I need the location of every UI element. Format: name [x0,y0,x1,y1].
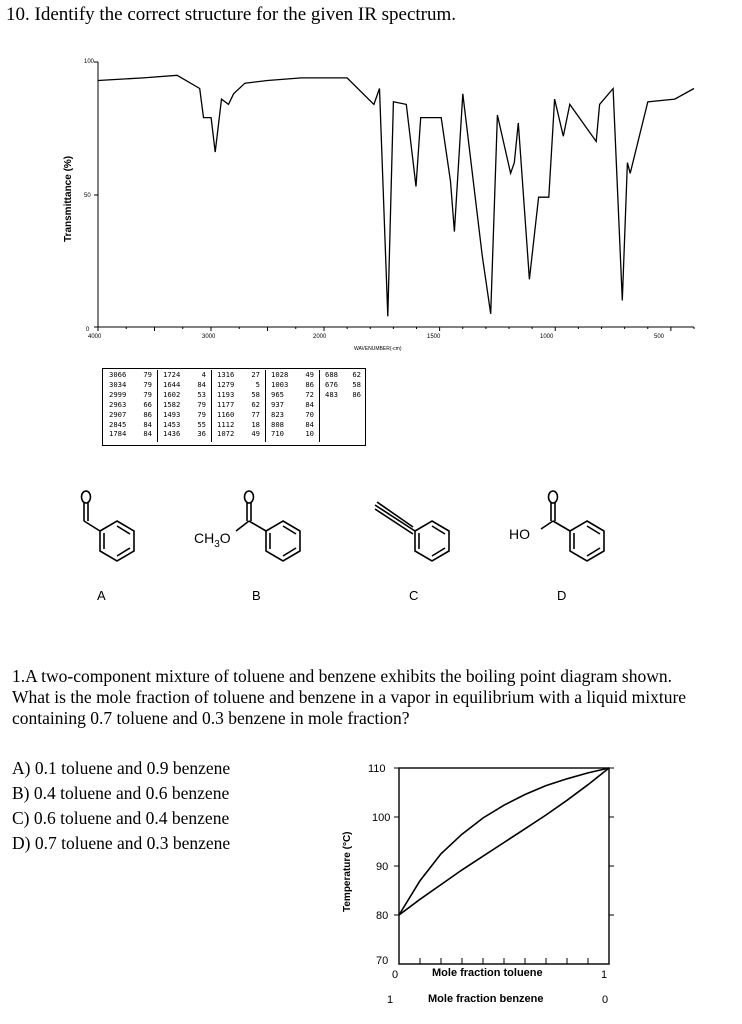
peak-wavenumber: 823 [271,409,284,419]
peak-wavenumber: 1453 [163,419,181,429]
peak-intensity: 5 [255,379,260,389]
peak-wavenumber: 1724 [163,370,181,379]
peak-table-column [319,370,366,442]
peak-table-column [157,370,211,442]
peak-table-row [325,370,361,380]
peak-intensity: 58 [352,379,361,389]
peak-wavenumber: 710 [271,429,284,439]
peak-table-row [163,429,206,439]
peak-intensity: 36 [197,429,206,439]
peak-intensity: 53 [197,389,206,399]
peak-wavenumber: 2907 [109,409,127,419]
option-a[interactable]: A) 0.1 toluene and 0.9 benzene [12,758,231,778]
peak-wavenumber: 3066 [109,370,127,379]
peak-intensity: 49 [251,429,260,439]
question-1-line-2: What is the mole fraction of toluene and benzene in a vapor in equilibrium with a liquid mixture [12,687,687,707]
peak-intensity: 18 [251,419,260,429]
peak-table-column [104,370,157,442]
ir-spectrum-line [98,75,694,316]
peak-intensity: 84 [197,379,206,389]
structure-d-benzene-ring [570,521,604,561]
peak-intensity: 55 [197,419,206,429]
ir-x-tick-500: 500 [654,334,665,340]
peak-wavenumber: 3034 [109,379,127,389]
peak-table-row [325,380,361,390]
peak-table-row [109,380,152,390]
peak-intensity: 79 [197,409,206,419]
peak-intensity: 79 [143,370,152,379]
ir-x-axis-label: WAVENUMBER(-cm) [354,346,402,352]
peak-table-row [109,429,152,439]
peak-table-row [217,429,260,439]
peak-table-row [271,410,314,420]
bp-x-label-toluene: Mole fraction toluene [432,967,543,979]
peak-table-column [265,370,319,442]
ir-y-tick-0: 0 [86,327,90,333]
peak-intensity: 84 [305,399,314,409]
question-10-title: 10. Identify the correct structure for the given IR spectrum. [6,4,457,25]
peak-intensity: 27 [251,370,260,379]
peak-wavenumber: 1028 [271,370,289,379]
peak-intensity: 4 [201,370,206,379]
bp-liquid-curve [399,768,609,915]
peak-wavenumber: 688 [325,370,338,379]
peak-intensity: 72 [305,389,314,399]
question-1-text [12,666,686,729]
bp-y-tick-110: 110 [368,763,386,775]
peak-wavenumber: 2963 [109,399,127,409]
bp-y-tick-90: 90 [376,861,389,873]
peak-wavenumber: 1644 [163,379,181,389]
peak-wavenumber: 1582 [163,399,181,409]
ir-x-tick-3000: 3000 [202,334,216,340]
peak-table-row [271,429,314,439]
structure-c [375,502,449,561]
peak-intensity: 62 [352,370,361,379]
question-1-line-1: 1.A two-component mixture of toluene and benzene exhibits the boiling point diagram shown. [12,666,673,686]
bp-y-tick-70: 70 [376,955,389,967]
peak-table-row [163,410,206,420]
peak-table-row [271,400,314,410]
peak-table-row [163,380,206,390]
peak-intensity: 77 [251,409,260,419]
peak-table [104,370,366,442]
peak-intensity: 84 [305,419,314,429]
peak-wavenumber: 1493 [163,409,181,419]
peak-wavenumber: 676 [325,379,338,389]
peak-intensity: 86 [143,409,152,419]
structure-d-label: D [557,588,567,603]
peak-intensity: 66 [143,399,152,409]
peak-table-row [325,390,361,400]
peak-wavenumber: 1279 [217,379,235,389]
peak-wavenumber: 2999 [109,389,127,399]
peak-wavenumber: 1003 [271,379,289,389]
structure-c-benzene-ring [415,521,449,561]
structure-b [236,491,300,561]
bp-x-label-benzene: Mole fraction benzene [428,993,544,1005]
peak-table-row [217,390,260,400]
boiling-point-diagram [330,750,630,1020]
ir-x-tick-1000: 1000 [540,334,554,340]
peak-wavenumber: 1072 [217,429,235,439]
structure-a-label: A [97,588,106,603]
peak-wavenumber: 2845 [109,419,127,429]
peak-table-row [163,420,206,430]
peak-table-row [109,370,152,380]
structure-a [82,491,135,561]
structure-options [0,485,742,610]
peak-wavenumber: 483 [325,389,338,399]
bp-vapor-curve [399,768,609,915]
peak-intensity: 84 [143,429,152,439]
peak-table-row [109,420,152,430]
structure-a-benzene-ring [100,521,134,561]
peak-wavenumber: 1177 [217,399,235,409]
peak-table-row [271,390,314,400]
peak-table-row [109,400,152,410]
ir-y-axis-label: Transmittance (%) [63,155,74,242]
peak-intensity: 79 [143,379,152,389]
peak-table-row [217,410,260,420]
peak-table-row [109,390,152,400]
structure-d-substituent: HO [509,526,530,542]
peak-table-row [163,370,206,380]
peak-intensity: 79 [143,389,152,399]
peak-intensity: 84 [143,419,152,429]
peak-wavenumber: 1602 [163,389,181,399]
bp-x-top-right: 1 [601,969,608,981]
ir-x-tick-2000: 2000 [313,334,327,340]
structure-d [541,491,604,561]
peak-intensity: 86 [305,379,314,389]
question-1-line-3: containing 0.7 toluene and 0.3 benzene in mole fraction? [12,708,410,728]
peak-table-row [217,370,260,380]
peak-table-row [271,380,314,390]
bp-y-axis-label: Temperature (°C) [342,831,353,912]
option-d[interactable]: D) 0.7 toluene and 0.3 benzene [12,833,231,853]
peak-intensity: 49 [305,370,314,379]
peak-intensity: 70 [305,409,314,419]
ir-x-tick-4000: 4000 [88,334,102,340]
peak-wavenumber: 808 [271,419,284,429]
bp-y-tick-80: 80 [376,910,389,922]
peak-table-row [109,410,152,420]
structure-c-label: C [409,588,419,603]
bp-y-tick-100: 100 [372,812,391,824]
peak-intensity: 62 [251,399,260,409]
peak-wavenumber: 1436 [163,429,181,439]
ir-spectrum-chart [0,40,742,365]
bp-x-bottom-left: 1 [387,994,394,1006]
structure-b-benzene-ring [266,521,300,561]
peak-intensity: 58 [251,389,260,399]
peak-table-row [217,380,260,390]
bp-x-top-left: 0 [392,969,399,981]
peak-table-row [163,390,206,400]
peak-table-row [217,420,260,430]
structure-b-substituent: $CH_3O$ [194,530,231,550]
peak-wavenumber: 1193 [217,389,235,399]
bp-x-bottom-right: 0 [602,994,609,1006]
peak-wavenumber: 1316 [217,370,235,379]
peak-table-row [271,370,314,380]
peak-wavenumber: 1784 [109,429,127,439]
peak-intensity: 10 [305,429,314,439]
ir-y-tick-100: 100 [84,59,95,65]
peak-wavenumber: 937 [271,399,284,409]
option-b[interactable]: B) 0.4 toluene and 0.6 benzene [12,783,230,803]
peak-intensity: 86 [352,389,361,399]
ir-y-tick-50: 50 [84,193,91,199]
peak-table-row [217,400,260,410]
peak-wavenumber: 1112 [217,419,235,429]
peak-table-column [211,370,265,442]
peak-table-row [271,420,314,430]
ir-x-tick-1500: 1500 [427,334,441,340]
structure-b-label: B [252,588,261,603]
option-c[interactable]: C) 0.6 toluene and 0.4 benzene [12,808,230,828]
peak-table-row [163,400,206,410]
peak-wavenumber: 1160 [217,409,235,419]
answer-options [12,756,230,856]
peak-wavenumber: 965 [271,389,284,399]
peak-intensity: 79 [197,399,206,409]
